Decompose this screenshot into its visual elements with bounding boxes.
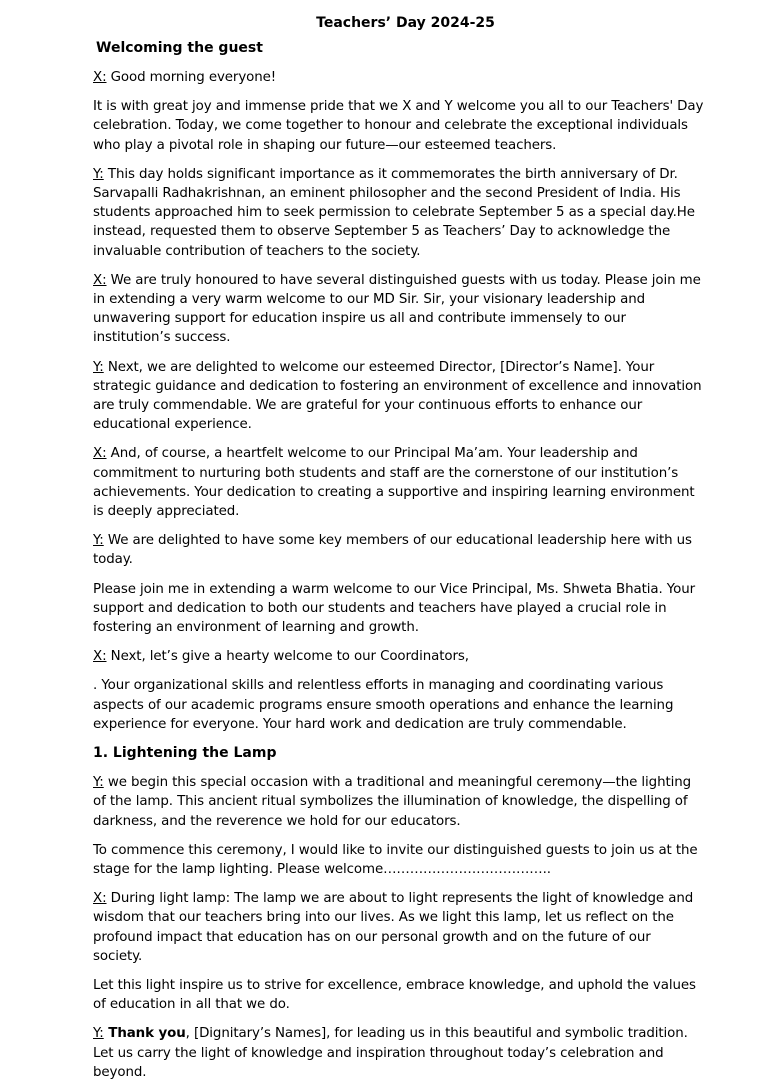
paragraph	[93, 841, 704, 879]
paragraph-text: And, of course, a heartfelt welcome to our Principal Ma’am. Your leadership and commitment to nurturing both students and staff are the cornerstone of our institution’s achievements. Your dedication to creating a supportive and inspiring learning environment is deeply appreciated.	[93, 446, 695, 520]
paragraph-text: Please join me in extending a warm welcome to our Vice Principal, Ms. Shweta Bhatia. Your support and dedication to both our students and teachers have played a crucial role in fostering an environment of learning and growth.	[93, 581, 695, 636]
speaker-label: X:	[93, 649, 107, 665]
paragraph-text: During light lamp: The lamp we are about to light represents the light of knowledge and wisdom that our teachers bring into our lives. As we light this lamp, let us reflect on the profound impact that education has on our personal growth and on the future of our society.	[93, 891, 694, 964]
paragraph	[93, 97, 704, 155]
heading-welcoming-guest: Welcoming the guest	[96, 40, 263, 56]
paragraph	[93, 580, 704, 638]
paragraph	[93, 676, 704, 734]
paragraph-text: It is with great joy and immense pride that we X and Y welcome you all to our Teachers' Day celebration. Today, we come together to honour and celebrate the exceptional individuals who play a pivotal role in shaping our future—our esteemed teachers.	[93, 99, 704, 153]
paragraph-text: We are delighted to have some key members of our educational leadership here with us today.	[93, 533, 692, 568]
speaker-label: Y:	[93, 775, 104, 791]
paragraph	[93, 531, 704, 569]
paragraph	[93, 444, 704, 521]
paragraph	[93, 165, 704, 261]
closing-paragraph	[93, 1024, 704, 1082]
speaker-label: Y:	[93, 166, 104, 182]
paragraph-text: Next, let’s give a hearty welcome to our Coordinators,	[106, 649, 469, 665]
paragraph	[93, 976, 704, 1014]
paragraph-text: We are truly honoured to have several distinguished guests with us today. Please join me in extending a very warm welcome to our MD Sir. Sir, your visionary leadership and unwavering support for education inspire us all and contribute immensely to our institution’s success.	[93, 272, 701, 346]
speaker-label: X:	[93, 446, 107, 462]
paragraph-text: , [Dignitary’s Names], for leading us in this beautiful and symbolic tradition. Let us carry the light of knowledge and inspiration throughout today’s celebration and beyond.	[93, 1026, 688, 1080]
heading-lightening-lamp: 1. Lightening the Lamp	[93, 745, 277, 762]
paragraph-text: Let this light inspire us to strive for excellence, embrace knowledge, and uphold the values of education in all that we do.	[93, 977, 696, 1013]
paragraph-text: we begin this special occasion with a traditional and meaningful ceremony—the lighting of the lamp. This ancient ritual symbolizes the illumination of knowledge, the dispelling of darkness, and the reverence we hold for our educators.	[93, 775, 692, 829]
speaker-label: X:	[93, 272, 107, 288]
paragraph	[93, 358, 704, 435]
speaker-label: X:	[93, 70, 107, 85]
paragraph	[93, 773, 704, 831]
speaker-label: Y:	[93, 533, 104, 549]
paragraph-text: . Your organizational skills and relentless efforts in managing and coordinating various aspects of our academic programs ensure smooth operations and enhance the learning experience for everyone. Your hard work and dedication are truly commendable.	[93, 678, 674, 732]
paragraph-text: Good morning everyone!	[106, 70, 277, 85]
paragraph-text: To commence this ceremony, I would like to invite our distinguished guests to join us at the stage for the lamp lighting. Please welcome………………………………..	[93, 842, 698, 877]
speaker-label: Y:	[93, 359, 104, 375]
paragraph	[93, 271, 704, 348]
paragraph	[93, 647, 704, 666]
paragraph	[93, 68, 704, 87]
speaker-label: X:	[93, 891, 107, 907]
thank-you-text: Thank you	[103, 1026, 186, 1042]
paragraph-text: Next, we are delighted to welcome our esteemed Director, [Director’s Name]. Your strategic guidance and dedication to fostering an environment of excellence and innovation are truly commendable. We are grateful for your continuous efforts to enhance our educational experience.	[93, 359, 702, 433]
speaker-label: Y:	[93, 1026, 104, 1042]
paragraph	[93, 889, 704, 966]
document-title: Teachers’ Day 2024-25	[316, 15, 495, 31]
paragraph-text: This day holds significant importance as it commemorates the birth anniversary of Dr. Sarvapalli Radhakrishnan, an eminent philosopher and the second President of India. His students approached him to seek permission to celebrate September 5 as a special day.He instead, requested them to observe September 5 as Teachers’ Day to acknowledge the invaluable contribution of teachers to the society.	[93, 166, 695, 259]
